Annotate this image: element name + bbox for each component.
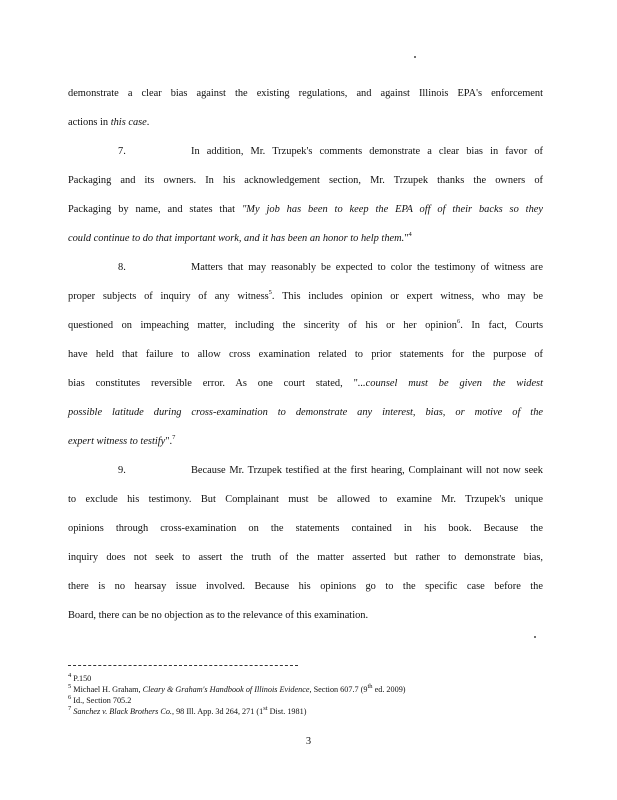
scan-speck	[414, 56, 416, 58]
footnote-6: $^6$ Id., Section 705.2	[68, 693, 132, 705]
body-line: to exclude his testimony. But Complainant must be allowed to examine Mr. Trzupek's unique	[68, 494, 543, 505]
paragraph-9-line: 9. Because Mr. Trzupek testified at the first hearing, Complainant will not now seek	[118, 465, 543, 476]
body-line: opinions through cross-examination on the statements contained in his book. Because the	[68, 523, 543, 534]
scan-speck	[534, 636, 536, 638]
body-line: questioned on impeaching matter, including the sincerity of his or her opinion$^6$. In fact, Courts	[68, 318, 543, 331]
body-line: inquiry does not seek to assert the truth of the matter asserted but rather to demonstrate bias,	[68, 552, 543, 563]
footnote-4: $^4$ P.150	[68, 671, 92, 683]
body-line: expert witness to testify".$^7$	[68, 434, 176, 447]
body-line: bias constitutes reversible error. As one court stated, "...counsel must be given the widest	[68, 378, 543, 389]
body-line: Board, there can be no objection as to the relevance of this examination.	[68, 610, 369, 621]
body-line: there is no hearsay issue involved. Because his opinions go to the specific case before the	[68, 581, 543, 592]
body-line: have held that failure to allow cross examination related to prior statements for the purpose of	[68, 349, 543, 360]
body-line: could continue to do that important work, and it has been an honor to help them."$^4$	[68, 231, 412, 244]
body-line: actions in this case.	[68, 117, 150, 128]
body-line: possible latitude during cross-examination to demonstrate any interest, bias, or motive of the	[68, 407, 543, 418]
body-line: demonstrate a clear bias against the existing regulations, and against Illinois EPA's enforcement	[68, 88, 543, 99]
footnote-rule	[68, 665, 298, 666]
footnote-5: $^5$ Michael H. Graham, Cleary & Graham's Handbook of Illinois Evidence, Section 607.7 (9th ed. 2009)	[68, 682, 406, 694]
paragraph-8-line: 8. Matters that may reasonably be expected to color the testimony of witness are	[118, 262, 543, 273]
footnote-7: $^7$ Sanchez v. Black Brothers Co., 98 Ill. App. 3d 264, 271 (1st Dist. 1981)	[68, 704, 307, 716]
body-line: Packaging by name, and states that "My job has been to keep the EPA off of their backs so they	[68, 204, 543, 215]
body-line: Packaging and its owners. In his acknowledgement section, Mr. Trzupek thanks the owners of	[68, 175, 543, 186]
paragraph-7-line: 7. In addition, Mr. Trzupek's comments demonstrate a clear bias in favor of	[118, 146, 543, 157]
page-number: 3	[305, 736, 312, 747]
body-line: proper subjects of inquiry of any witness$^5$. This includes opinion or expert witness, who may be	[68, 289, 543, 302]
